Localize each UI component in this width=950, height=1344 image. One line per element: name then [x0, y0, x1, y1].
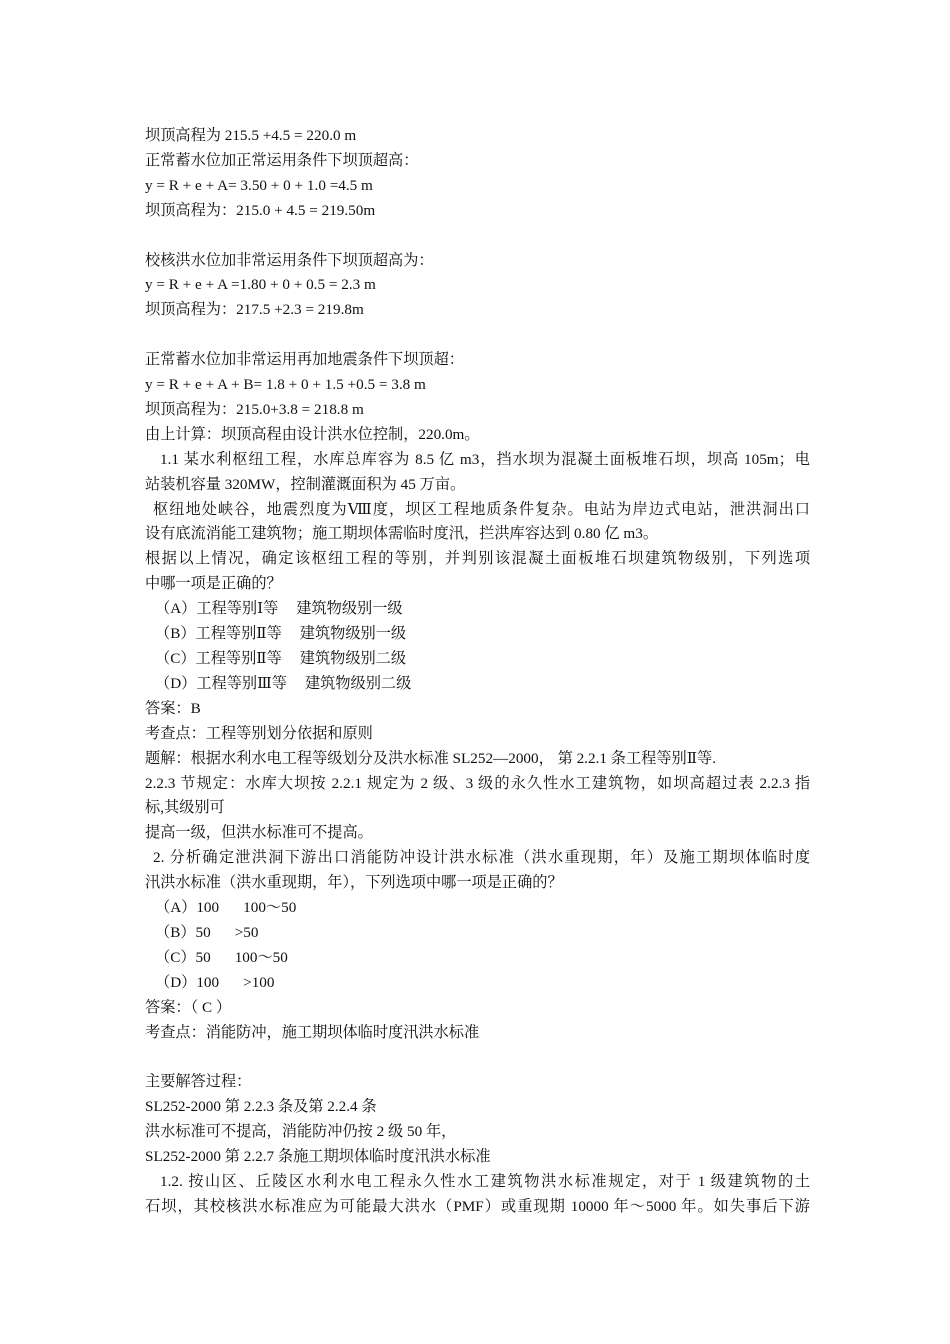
- text-line: 洪水标准可不提高，消能防冲仍按 2 级 50 年，: [145, 1123, 457, 1141]
- key-point-line: 考查点：工程等别划分依据和原则: [145, 724, 373, 742]
- key-point-line: 考查点：消能防冲，施工期坝体临时度汛洪水标准: [145, 1023, 480, 1041]
- text-line: 坝顶高程为：215.0+3.8 = 218.8 m: [145, 400, 364, 418]
- question-1-1-line: 1.1 某水利枢纽工程，水库总库容为 8.5 亿 m3，挡水坝为混凝土面板堆石坝，坝高 105m；电: [160, 450, 810, 468]
- text-line: y = R + e + A + B= 1.8 + 0 + 1.5 +0.5 = 3.8 m: [145, 376, 426, 394]
- blank-line: [145, 224, 810, 249]
- text-line: 石坝，其校核洪水标准应为可能最大洪水（PMF）或重现期 10000 年～5000 年。如失事后下游: [145, 1197, 810, 1215]
- text-line: 提高一级，但洪水标准可不提高。: [145, 824, 373, 842]
- q2-option-b-left: （B）50: [155, 923, 211, 941]
- text-line: 枢纽地处峡谷，地震烈度为Ⅷ度，坝区工程地质条件复杂。电站为岸边式电站，泄洪洞出口: [153, 500, 810, 518]
- option-b: [145, 622, 810, 647]
- answer-line: 答案：B: [145, 699, 201, 717]
- q2-option-a-left: （A）100: [155, 899, 220, 917]
- option-a: [145, 597, 810, 622]
- text-line: 校核洪水位加非常运用条件下坝顶超高为：: [145, 251, 434, 269]
- q2-option-d: [145, 971, 810, 996]
- option-d-grade: （D）工程等别Ⅲ等: [155, 674, 287, 692]
- q2-option-a: [145, 896, 810, 921]
- text-line: 设有底流消能工建筑物；施工期坝体需临时度汛，拦洪库容达到 0.80 亿 m3。: [145, 525, 659, 543]
- answer-line: 答案：（ C ）: [145, 998, 232, 1016]
- text-line: 坝顶高程为 215.5 +4.5 = 220.0 m: [145, 127, 357, 144]
- q2-option-b: [145, 921, 810, 946]
- option-b-grade: （B）工程等别Ⅱ等: [155, 625, 282, 643]
- text-line: y = R + e + A= 3.50 + 0 + 1.0 =4.5 m: [145, 176, 373, 194]
- option-d-level: 建筑物级别二级: [304, 674, 412, 692]
- text-line: 根据以上情况，确定该枢纽工程的等别，并判别该混凝土面板堆石坝建筑物级别，下列选项: [145, 550, 810, 568]
- option-a-grade: （A）工程等别Ⅰ等: [155, 600, 279, 618]
- question-2-line: 2. 分析确定泄洪洞下游出口消能防冲设计洪水标准（洪水重现期，年）及施工期坝体临时度: [153, 849, 810, 867]
- text-line: y = R + e + A =1.80 + 0 + 0.5 = 2.3 m: [145, 276, 376, 294]
- question-1-2-line: 1.2. 按山区、丘陵区水利水电工程永久性水工建筑物洪水标准规定，对于 1 级建筑物的土: [160, 1173, 811, 1191]
- blank-line: [145, 1046, 810, 1071]
- text-line: SL252-2000 第 2.2.7 条施工期坝体临时度汛洪水标准: [145, 1148, 491, 1166]
- q2-option-d-right: >100: [243, 973, 275, 991]
- q2-option-c-right: 100～50: [234, 948, 288, 966]
- option-b-level: 建筑物级别一级: [299, 625, 407, 643]
- document-page: [145, 124, 810, 1220]
- option-d: [145, 672, 810, 697]
- option-c-level: 建筑物级别二级: [299, 650, 407, 667]
- q2-option-b-right: >50: [234, 923, 259, 941]
- text-line: 站装机容量 320MW，控制灌溉面积为 45 万亩。: [145, 475, 466, 493]
- q2-option-d-left: （D）100: [155, 973, 220, 991]
- q2-option-a-right: 100～50: [243, 899, 297, 917]
- text-line: SL252-2000 第 2.2.3 条及第 2.2.4 条: [145, 1098, 377, 1116]
- option-c-grade: （C）工程等别Ⅱ等: [155, 650, 282, 667]
- option-a-level: 建筑物级别一级: [296, 600, 403, 618]
- text-line: 正常蓄水位加非常运用再加地震条件下坝顶超：: [145, 351, 464, 369]
- text-line: 坝顶高程为：217.5 +2.3 = 219.8m: [145, 301, 364, 319]
- text-line: 中哪一项是正确的？: [145, 575, 282, 593]
- blank-line: [145, 323, 810, 348]
- text-line: 标,其级别可: [145, 799, 225, 817]
- q2-option-c-left: （C）50: [155, 948, 211, 966]
- q2-option-c: [145, 946, 810, 971]
- option-c: [145, 647, 810, 672]
- text-line: 2.2.3 节规定：水库大坝按 2.2.1 规定为 2 级、3 级的永久性水工建筑物，如坝高超过表 2.2.3 指: [145, 774, 810, 792]
- text-line: 正常蓄水位加正常运用条件下坝顶超高：: [145, 151, 419, 169]
- text-line: 由上计算：坝顶高程由设计洪水位控制，220.0m。: [145, 425, 480, 443]
- text-line: 主要解答过程：: [145, 1073, 252, 1091]
- text-line: 汛洪水标准（洪水重现期，年），下列选项中哪一项是正确的？: [145, 874, 563, 892]
- text-line: 坝顶高程为：215.0 + 4.5 = 219.50m: [145, 201, 376, 219]
- solution-line: 题解：根据水利水电工程等级划分及洪水标准 SL252—2000， 第 2.2.1 条工程等别Ⅱ等.: [145, 749, 716, 767]
